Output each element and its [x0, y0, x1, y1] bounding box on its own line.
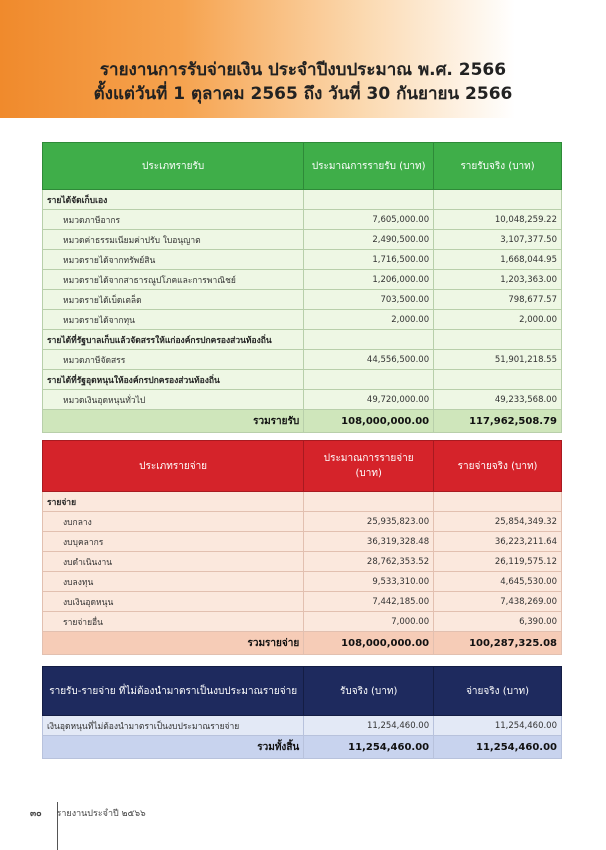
- table-row: [43, 572, 562, 592]
- table-row: [43, 290, 562, 310]
- income-header-type: ประเภทรายรับ: [43, 143, 304, 190]
- table-row: [43, 512, 562, 532]
- section-label: รายได้จัดเก็บเอง: [43, 190, 304, 210]
- row-name: หมวดเงินอุดหนุนทั่วไป: [43, 390, 304, 410]
- expense-header-actual: รายจ่ายจริง (บาท): [434, 441, 562, 492]
- section-label: รายจ่าย: [43, 492, 304, 512]
- row-estimate: 703,500.00: [304, 290, 434, 310]
- total-estimate: 108,000,000.00: [304, 632, 434, 655]
- table-row: [43, 270, 562, 290]
- income-total-row: [43, 410, 562, 433]
- off-budget-header-paid: จ่ายจริง (บาท): [434, 667, 562, 716]
- row-estimate: 7,442,185.00: [304, 592, 434, 612]
- off-budget-header-received: รับจริง (บาท): [304, 667, 434, 716]
- row-name: งบบุคลากร: [43, 532, 304, 552]
- row-actual: 10,048,259.22: [434, 210, 562, 230]
- row-name: หมวดรายได้จากทรัพย์สิน: [43, 250, 304, 270]
- table-row: [43, 612, 562, 632]
- row-name: งบดำเนินงาน: [43, 552, 304, 572]
- expense-header-type: ประเภทรายจ่าย: [43, 441, 304, 492]
- row-actual: 6,390.00: [434, 612, 562, 632]
- section-label: รายได้ที่รัฐอุดหนุนให้องค์กรปกครองส่วนท้องถิ่น: [43, 370, 304, 390]
- row-actual: 25,854,349.32: [434, 512, 562, 532]
- table-row: [43, 552, 562, 572]
- row-name: งบลงทุน: [43, 572, 304, 592]
- row-name: รายจ่ายอื่น: [43, 612, 304, 632]
- row-actual: 51,901,218.55: [434, 350, 562, 370]
- total-label: รวมรายรับ: [43, 410, 304, 433]
- row-actual: 7,438,269.00: [434, 592, 562, 612]
- row-actual: 36,223,211.64: [434, 532, 562, 552]
- row-estimate: 25,935,823.00: [304, 512, 434, 532]
- page-title: [0, 58, 606, 106]
- total-label: รวมทั้งสิ้น: [43, 736, 304, 759]
- total-actual: 100,287,325.08: [434, 632, 562, 655]
- row-estimate: 2,000.00: [304, 310, 434, 330]
- off-budget-table: [42, 666, 562, 759]
- income-header-actual: รายรับจริง (บาท): [434, 143, 562, 190]
- row-estimate: 1,206,000.00: [304, 270, 434, 290]
- total-estimate: 108,000,000.00: [304, 410, 434, 433]
- row-estimate: 9,533,310.00: [304, 572, 434, 592]
- section-label: รายได้ที่รัฐบาลเก็บแล้วจัดสรรให้แก่องค์กรปกครองส่วนท้องถิ่น: [43, 330, 304, 350]
- row-actual: 1,668,044.95: [434, 250, 562, 270]
- off-budget-header-type: รายรับ-รายจ่าย ที่ไม่ต้องนำมาตราเป็นงบประมาณรายจ่าย: [43, 667, 304, 716]
- report-label: รายงานประจำปี ๒๕๖๖: [56, 809, 146, 819]
- table-row: [43, 390, 562, 410]
- expense-header-estimate: [304, 441, 434, 492]
- table-row: [43, 250, 562, 270]
- row-name: หมวดรายได้เบ็ดเตล็ด: [43, 290, 304, 310]
- row-estimate: 49,720,000.00: [304, 390, 434, 410]
- row-estimate: 36,319,328.48: [304, 532, 434, 552]
- row-actual: 1,203,363.00: [434, 270, 562, 290]
- page-number: ๓๐: [30, 809, 42, 819]
- title-line-2: ตั้งแต่วันที่ 1 ตุลาคม 2565 ถึง วันที่ 30 กันยายน 2566: [93, 84, 513, 104]
- row-actual: 26,119,575.12: [434, 552, 562, 572]
- total-received: 11,254,460.00: [304, 736, 434, 759]
- table-row: [43, 716, 562, 736]
- income-header-estimate: ประมาณการรายรับ (บาท): [304, 143, 434, 190]
- row-actual: 3,107,377.50: [434, 230, 562, 250]
- row-estimate: 7,000.00: [304, 612, 434, 632]
- off-budget-total-row: [43, 736, 562, 759]
- table-row: [43, 350, 562, 370]
- income-table: [42, 142, 562, 433]
- row-name: หมวดรายได้จากสาธารณูปโภคและการพาณิชย์: [43, 270, 304, 290]
- expense-total-row: [43, 632, 562, 655]
- footer: [30, 806, 146, 820]
- title-line-1: รายงานการรับจ่ายเงิน ประจำปีงบประมาณ พ.ศ. 2566: [99, 60, 507, 80]
- row-estimate: 2,490,500.00: [304, 230, 434, 250]
- row-actual: 2,000.00: [434, 310, 562, 330]
- row-estimate: 44,556,500.00: [304, 350, 434, 370]
- row-estimate: 1,716,500.00: [304, 250, 434, 270]
- row-paid: 11,254,460.00: [434, 716, 562, 736]
- total-label: รวมรายจ่าย: [43, 632, 304, 655]
- table-row: [43, 310, 562, 330]
- expense-header-estimate-line1: ประมาณการรายจ่าย: [323, 453, 414, 464]
- expense-section-row: [43, 492, 562, 512]
- expense-header-estimate-line2: (บาท): [355, 468, 382, 479]
- row-actual: 4,645,530.00: [434, 572, 562, 592]
- row-estimate: 28,762,353.52: [304, 552, 434, 572]
- row-actual: 798,677.57: [434, 290, 562, 310]
- table-row: [43, 532, 562, 552]
- row-name: หมวดภาษีจัดสรร: [43, 350, 304, 370]
- row-name: หมวดค่าธรรมเนียมค่าปรับ ใบอนุญาต: [43, 230, 304, 250]
- income-section-row: [43, 330, 562, 350]
- income-section-row: [43, 370, 562, 390]
- income-section-row: [43, 190, 562, 210]
- row-name: หมวดภาษีอากร: [43, 210, 304, 230]
- row-name: หมวดรายได้จากทุน: [43, 310, 304, 330]
- expense-table: [42, 440, 562, 655]
- row-name: งบกลาง: [43, 512, 304, 532]
- row-name: เงินอุดหนุนที่ไม่ต้องนำมาตราเป็นงบประมาณรายจ่าย: [43, 716, 304, 736]
- row-actual: 49,233,568.00: [434, 390, 562, 410]
- total-actual: 117,962,508.79: [434, 410, 562, 433]
- row-name: งบเงินอุดหนุน: [43, 592, 304, 612]
- row-received: 11,254,460.00: [304, 716, 434, 736]
- row-estimate: 7,605,000.00: [304, 210, 434, 230]
- table-row: [43, 210, 562, 230]
- table-row: [43, 230, 562, 250]
- table-row: [43, 592, 562, 612]
- total-paid: 11,254,460.00: [434, 736, 562, 759]
